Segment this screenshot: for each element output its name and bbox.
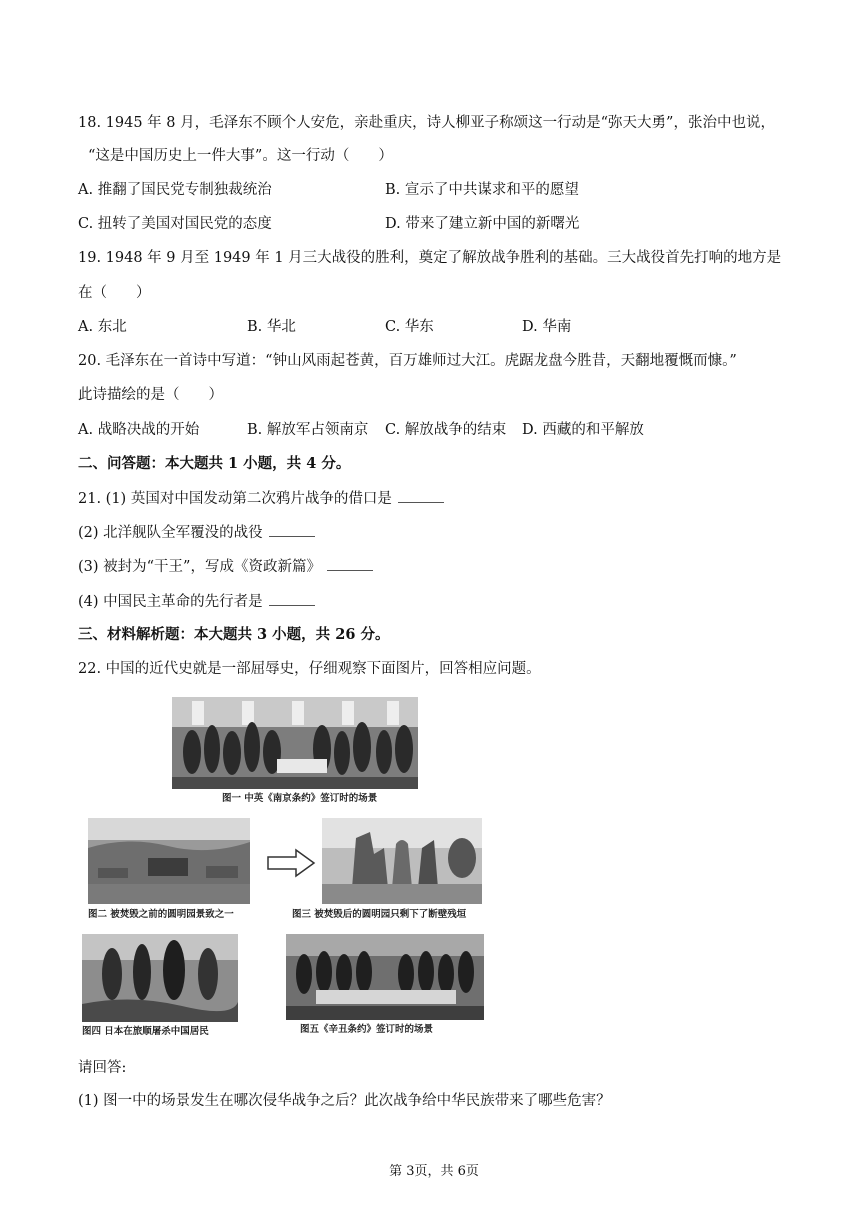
q18-stem-line1: 18. 1945 年 8 月，毛泽东不顾个人安危，亲赴重庆，诗人柳亚子称颂这一行动是“弥天大勇”，张治中也说， — [78, 115, 775, 131]
q21-part4 — [78, 591, 315, 612]
page-footer: 第 3页，共 6页 — [389, 1164, 479, 1179]
q20-stem-line1: 20. 毛泽东在一首诗中写道：“钟山风雨起苍黄，百万雄师过大江。虎踞龙盘今胜昔，天翻地覆慨而慷。” — [78, 353, 737, 369]
section-2-heading: 二、问答题：本大题共 1 小题，共 4 分。 — [78, 455, 351, 472]
q21-part1 — [78, 488, 444, 509]
figure-4-photo — [82, 934, 238, 1022]
q18-option-b: B. 宣示了中共谋求和平的愿望 — [385, 182, 579, 198]
answer-blank[interactable] — [269, 522, 315, 537]
q21-part3 — [78, 556, 373, 577]
arrow-right-icon — [266, 848, 316, 878]
q19-stem-line2: 在（ ） — [78, 285, 151, 301]
q18-option-c: C. 扭转了美国对国民党的态度 — [78, 216, 272, 232]
q20-option-c: C. 解放战争的结束 — [385, 422, 507, 438]
q22-subquestion-1: (1) 图一中的场景发生在哪次侵华战争之后？此次战争给中华民族带来了哪些危害？ — [78, 1093, 611, 1109]
q18-option-a: A. 推翻了国民党专制独裁统治 — [78, 182, 272, 198]
q21-part1-text: 21. (1) 英国对中国发动第二次鸦片战争的借口是 — [78, 491, 392, 507]
q20-stem-line2: 此诗描绘的是（ ） — [78, 387, 223, 403]
q19-option-c: C. 华东 — [385, 319, 434, 335]
figure-3-caption: 图三 被焚毁后的圆明园只剩下了断壁残垣 — [292, 909, 467, 920]
q21-part2 — [78, 522, 315, 543]
answer-blank[interactable] — [327, 556, 373, 571]
q20-option-a: A. 战略决战的开始 — [78, 422, 200, 438]
q19-option-b: B. 华北 — [247, 319, 296, 335]
figure-4-caption: 图四 日本在旅顺屠杀中国居民 — [82, 1026, 209, 1037]
q18-option-d: D. 带来了建立新中国的新曙光 — [385, 216, 580, 232]
q22-prompt: 请回答: — [78, 1060, 127, 1076]
figure-2-caption: 图二 被焚毁之前的圆明园景致之一 — [88, 909, 234, 920]
q19-option-a: A. 东北 — [78, 319, 127, 335]
q20-option-b: B. 解放军占领南京 — [247, 422, 369, 438]
figure-5-photo — [286, 934, 484, 1020]
q20-option-d: D. 西藏的和平解放 — [522, 422, 644, 438]
figure-1-photo — [172, 697, 418, 789]
q21-part3-text: (3) 被封为“干王”，写成《资政新篇》 — [78, 559, 321, 575]
q21-part2-text: (2) 北洋舰队全军覆没的战役 — [78, 525, 263, 541]
figure-3-photo — [322, 818, 482, 904]
q21-part4-text: (4) 中国民主革命的先行者是 — [78, 594, 263, 610]
answer-blank[interactable] — [398, 488, 444, 503]
q18-stem-line2: “这是中国历史上一件大事”。这一行动（ ） — [88, 148, 393, 164]
figure-5-caption: 图五《辛丑条约》签订时的场景 — [300, 1024, 434, 1035]
figure-1-caption: 图一 中英《南京条约》签订时的场景 — [222, 793, 378, 804]
answer-blank[interactable] — [269, 591, 315, 606]
figure-2-photo — [88, 818, 250, 904]
section-3-heading: 三、材料解析题：本大题共 3 小题，共 26 分。 — [78, 626, 390, 643]
q19-option-d: D. 华南 — [522, 319, 572, 335]
q22-intro: 22. 中国的近代史就是一部屈辱史，仔细观察下面图片，回答相应问题。 — [78, 661, 541, 677]
q19-stem-line1: 19. 1948 年 9 月至 1949 年 1 月三大战役的胜利，奠定了解放战争胜利的基础。三大战役首先打响的地方是 — [78, 250, 782, 266]
